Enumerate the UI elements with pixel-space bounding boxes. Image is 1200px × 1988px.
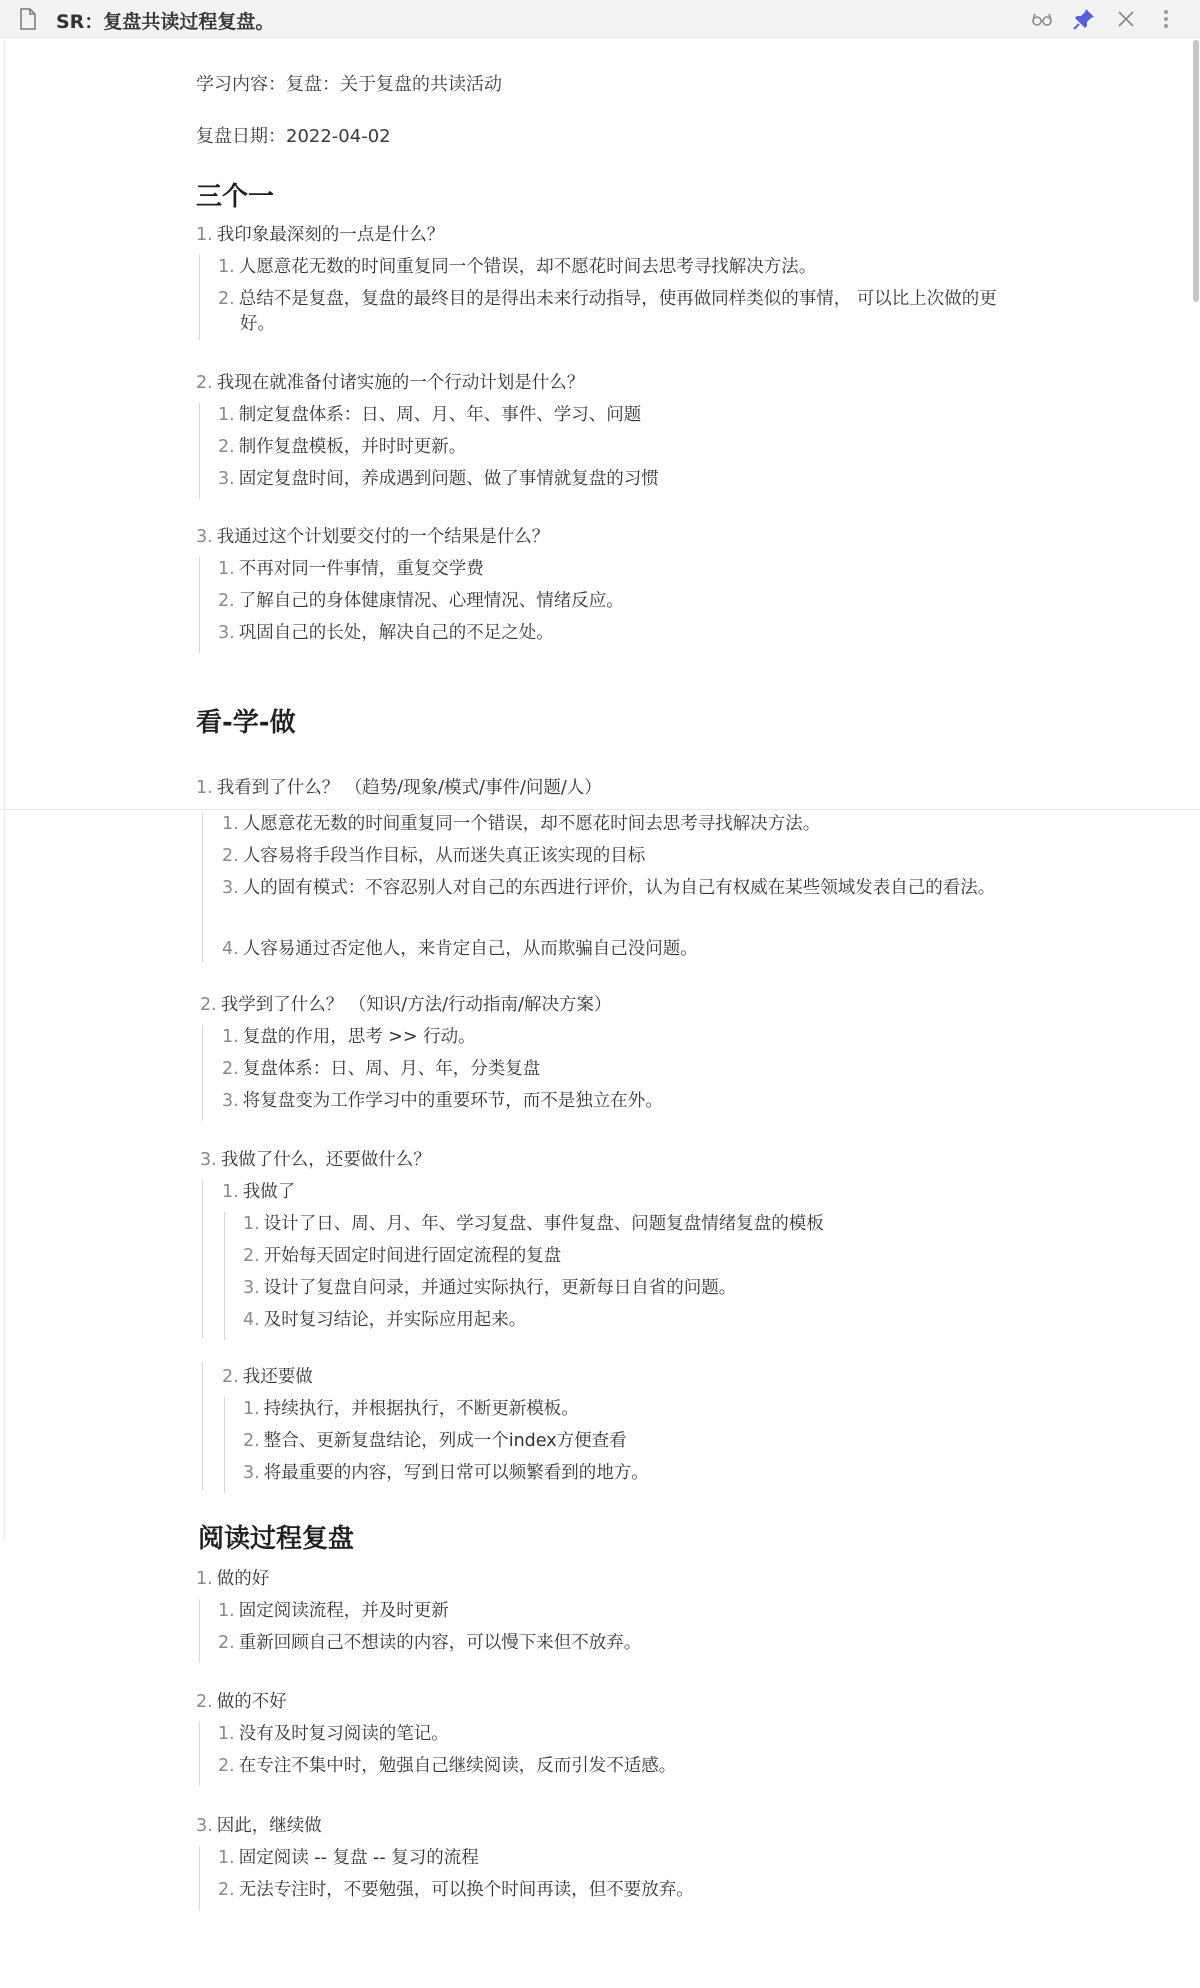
list-item: [218, 435, 466, 460]
list-item: [222, 1180, 295, 1205]
list-text: 固定阅读流程，并及时更新: [238, 1601, 449, 1621]
heading-three-ones: 三个一: [196, 182, 275, 212]
list-item: [218, 287, 1030, 338]
list-item: [218, 621, 554, 646]
list-text: 我看到了什么？ （趋势/现象/模式/事件/问题/人）: [216, 778, 602, 798]
list-text: 固定复盘时间，养成遇到问题、做了事情就复盘的习惯: [238, 469, 659, 489]
list-text: 复盘的作用，思考 >> 行动。: [242, 1027, 476, 1047]
list-text: 我做了什么，还要做什么？: [220, 1150, 431, 1170]
window-title: SR：复盘共读过程复盘。: [56, 11, 275, 33]
list-text: 了解自己的身体健康情况、心理情况、情绪反应。: [238, 591, 624, 611]
list-text: 我做了: [242, 1182, 296, 1202]
list-text: 复盘体系：日、周、月、年，分类复盘: [242, 1059, 541, 1079]
list-item: [222, 812, 820, 837]
list-number: 3.: [243, 1278, 260, 1298]
list-text: 固定阅读 -- 复盘 -- 复习的流程: [238, 1848, 479, 1868]
list-item: [196, 1690, 287, 1715]
date-line: 复盘日期：2022-04-02: [196, 126, 391, 147]
list-item: [222, 876, 1044, 901]
list-number: 2.: [196, 373, 213, 393]
list-number: 2.: [196, 1692, 213, 1712]
list-text: 没有及时复习阅读的笔记。: [238, 1724, 449, 1744]
list-item: [196, 776, 602, 801]
indent-guide: [224, 1212, 225, 1340]
list-text: 我还要做: [242, 1367, 313, 1387]
indent-guide: [199, 1599, 200, 1663]
list-number: 1.: [218, 1724, 235, 1744]
list-text: 我印象最深刻的一点是什么？: [216, 225, 445, 245]
list-text: 设计了日、周、月、年、学习复盘、事件复盘、问题复盘情绪复盘的模板: [263, 1214, 824, 1234]
indent-guide: [199, 1846, 200, 1910]
list-number: 3.: [200, 1150, 217, 1170]
list-number: 1.: [243, 1399, 260, 1419]
list-item: [243, 1397, 579, 1422]
list-item: [243, 1212, 824, 1237]
list-number: 4.: [243, 1310, 260, 1330]
list-text: 制定复盘体系：日、周、月、年、事件、学习、问题: [238, 405, 642, 425]
content-line: 学习内容：复盘：关于复盘的共读活动: [196, 74, 502, 95]
list-number: 1.: [196, 225, 213, 245]
list-text: 设计了复盘自问录，并通过实际执行，更新每日自省的问题。: [263, 1278, 737, 1298]
list-number: 1.: [218, 559, 235, 579]
list-text: 在专注不集中时，勉强自己继续阅读，反而引发不适感。: [238, 1756, 677, 1776]
list-text: 做的不好: [216, 1692, 287, 1712]
list-text: 将最重要的内容，写到日常可以频繁看到的地方。: [263, 1463, 649, 1483]
list-number: 1.: [218, 1601, 235, 1621]
list-number: 2.: [218, 289, 235, 309]
list-item: [222, 1057, 540, 1082]
list-item: [218, 589, 624, 614]
indent-guide: [199, 557, 200, 653]
list-number: 2.: [222, 1059, 239, 1079]
list-text: 巩固自己的长处，解决自己的不足之处。: [238, 623, 554, 643]
list-item: [218, 1631, 641, 1656]
list-item: [200, 1148, 431, 1173]
list-number: 1.: [222, 814, 239, 834]
list-text: 重新回顾自己不想读的内容，可以慢下来但不放弃。: [238, 1633, 642, 1653]
list-text: 人容易通过否定他人，来肯定自己，从而欺骗自己没问题。: [242, 939, 698, 959]
list-text: 及时复习结论，并实际应用起来。: [263, 1310, 527, 1330]
list-number: 1.: [218, 1848, 235, 1868]
list-text: 我通过这个计划要交付的一个结果是什么？: [216, 527, 550, 547]
list-text: 将复盘变为工作学习中的重要环节，而不是独立在外。: [242, 1091, 663, 1111]
list-text: 我现在就准备付诸实施的一个行动计划是什么？: [216, 373, 585, 393]
list-text: 人的固有模式：不容忍别人对自己的东西进行评价，认为自己有权威在某些领域发表自己的看法。: [242, 878, 996, 898]
indent-guide: [199, 403, 200, 499]
list-item: [222, 844, 645, 869]
list-item: [196, 371, 584, 396]
list-item: [218, 1599, 449, 1624]
list-number: 3.: [196, 527, 213, 547]
list-text: 做的好: [216, 1569, 270, 1589]
list-number: 2.: [218, 591, 235, 611]
list-item: [243, 1461, 649, 1486]
list-item: [218, 557, 484, 582]
list-item: [218, 467, 659, 492]
list-number: 1.: [222, 1027, 239, 1047]
list-item: [218, 403, 641, 428]
list-number: 2.: [243, 1246, 260, 1266]
list-item: [243, 1244, 561, 1269]
list-number: 3.: [218, 469, 235, 489]
list-item: [218, 1722, 449, 1747]
list-number: 1.: [196, 778, 213, 798]
list-text: 无法专注时，不要勉强，可以换个时间再读，但不要放弃。: [238, 1880, 694, 1900]
list-item: [218, 255, 816, 280]
indent-guide: [224, 1397, 225, 1493]
list-text: 不再对同一件事情，重复交学费: [238, 559, 484, 579]
list-item: [243, 1429, 627, 1454]
list-number: 2.: [218, 1880, 235, 1900]
list-number: 3.: [222, 878, 239, 898]
list-text: 我学到了什么？ （知识/方法/行动指南/解决方案）: [220, 995, 612, 1015]
indent-guide: [202, 812, 203, 962]
list-number: 1.: [222, 1182, 239, 1202]
list-number: 2.: [222, 1367, 239, 1387]
list-item: [222, 1365, 313, 1390]
list-text: 人愿意花无数的时间重复同一个错误，却不愿花时间去思考寻找解决方法。: [238, 257, 817, 277]
list-text: 人愿意花无数的时间重复同一个错误，却不愿花时间去思考寻找解决方法。: [242, 814, 821, 834]
list-item: [222, 1025, 476, 1050]
list-number: 2.: [222, 846, 239, 866]
list-text: 因此，继续做: [216, 1816, 322, 1836]
list-number: 2.: [218, 437, 235, 457]
list-number: 2.: [200, 995, 217, 1015]
list-number: 1.: [243, 1214, 260, 1234]
heading-see-learn-do: 看-学-做: [196, 708, 296, 738]
list-item: [243, 1276, 736, 1301]
list-item: [196, 1814, 322, 1839]
list-number: 2.: [243, 1431, 260, 1451]
list-number: 1.: [196, 1569, 213, 1589]
list-text: 总结不是复盘，复盘的最终目的是得出未来行动指导，使再做同样类似的事情， 可以比上次做的更好。: [238, 289, 997, 335]
list-number: 2.: [218, 1633, 235, 1653]
indent-guide: [199, 254, 200, 340]
indent-guide: [202, 1362, 203, 1490]
list-number: 2.: [218, 1756, 235, 1776]
list-number: 3.: [196, 1816, 213, 1836]
list-number: 1.: [218, 405, 235, 425]
list-item: [222, 1089, 663, 1114]
heading-reading-review: 阅读过程复盘: [198, 1524, 355, 1554]
list-text: 人容易将手段当作目标，从而迷失真正该实现的目标: [242, 846, 646, 866]
list-text: 开始每天固定时间进行固定流程的复盘: [263, 1246, 562, 1266]
list-number: 3.: [218, 623, 235, 643]
list-item: [243, 1308, 526, 1333]
list-text: 持续执行，并根据执行，不断更新模板。: [263, 1399, 579, 1419]
list-number: 3.: [243, 1463, 260, 1483]
list-text: 整合、更新复盘结论，列成一个index方便查看: [263, 1431, 627, 1451]
list-item: [218, 1878, 694, 1903]
list-item: [222, 937, 698, 962]
list-item: [218, 1846, 479, 1871]
indent-guide: [202, 1180, 203, 1338]
indent-guide: [202, 1025, 203, 1121]
list-item: [218, 1754, 676, 1779]
list-item: [196, 223, 444, 248]
list-item: [196, 1567, 269, 1592]
indent-guide: [199, 1722, 200, 1786]
list-number: 4.: [222, 939, 239, 959]
list-number: 1.: [218, 257, 235, 277]
list-number: 3.: [222, 1091, 239, 1111]
list-item: [200, 993, 611, 1018]
list-item: [196, 525, 549, 550]
list-text: 制作复盘模板，并时时更新。: [238, 437, 467, 457]
